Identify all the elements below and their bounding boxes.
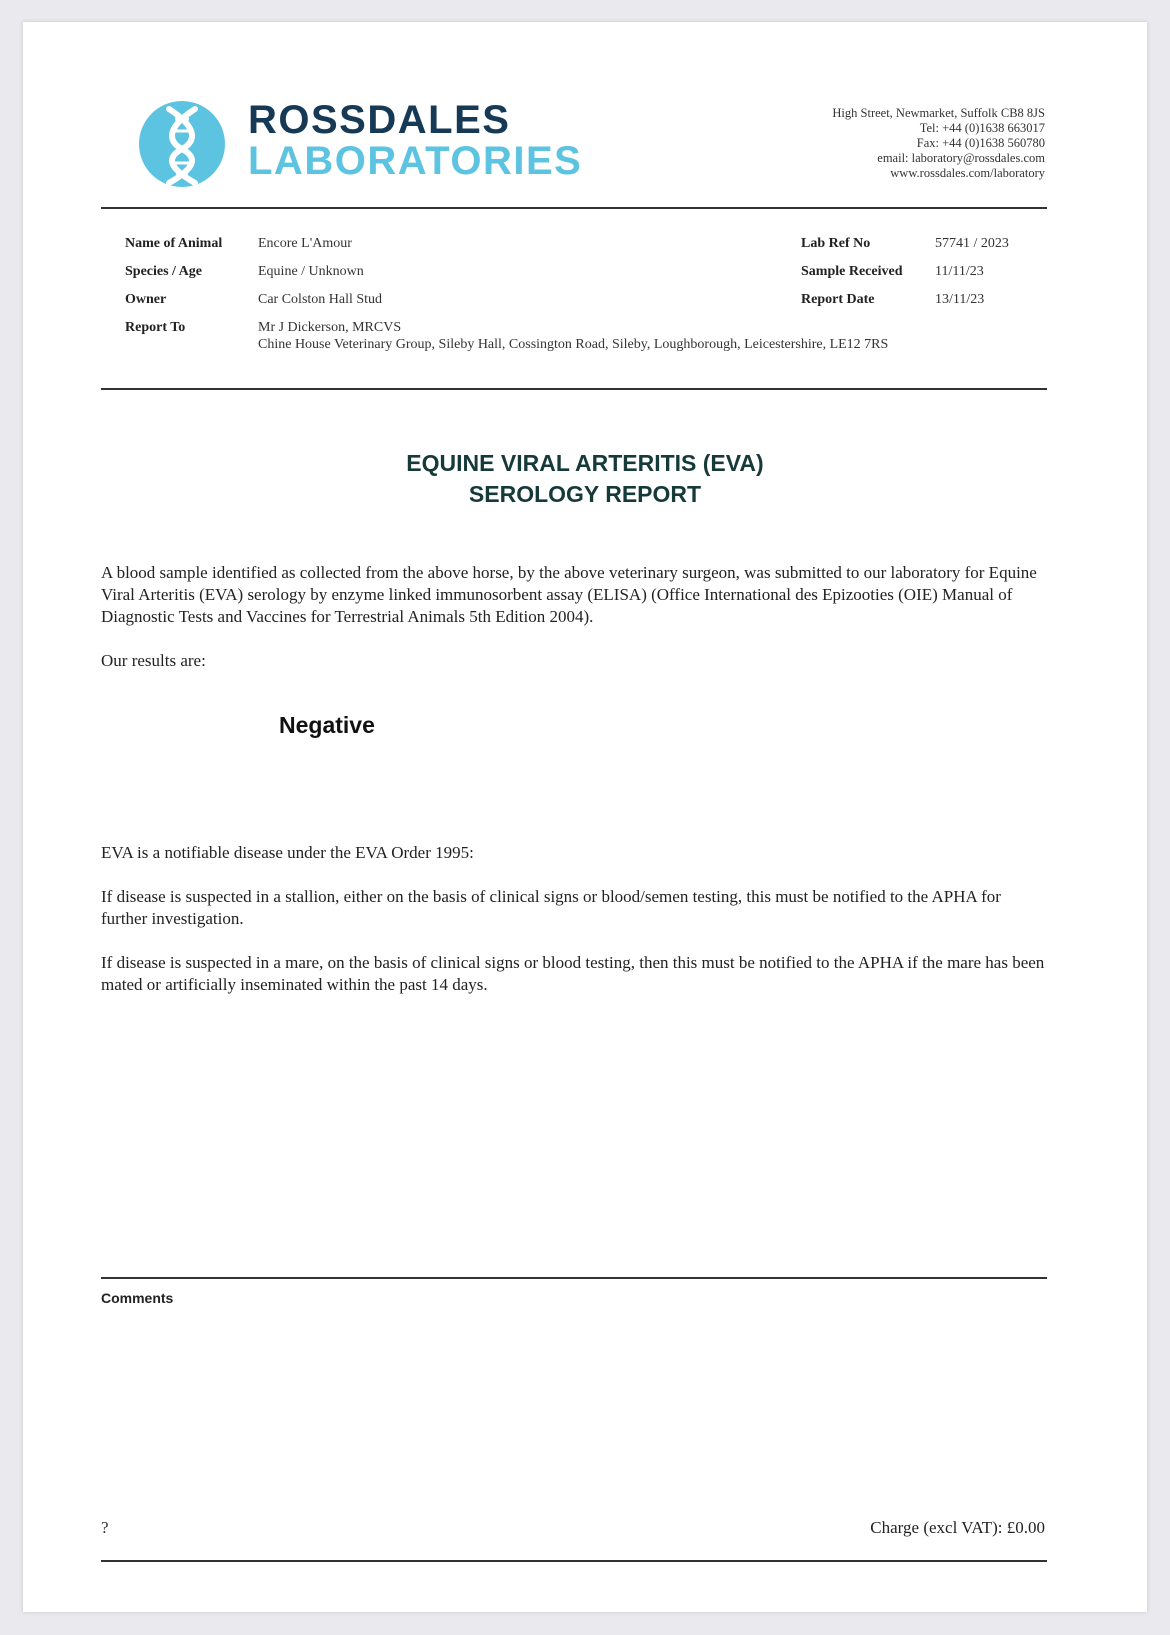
report-to-name: Mr J Dickerson, MRCVS [258,320,402,335]
species-value: Equine / Unknown [258,264,364,279]
lab-address [832,106,1045,181]
brand-name-line2: LABORATORIES [248,139,583,183]
report-date-label: Report Date [801,292,875,307]
stallion-note: If disease is suspected in a stallion, either on the basis of clinical signs or blood/semen testing, this must be notified to the APHA for further investigation. [101,887,1001,928]
dna-helix-icon [139,101,225,187]
charge-amount: Charge (excl VAT): £0.00 [870,1518,1045,1537]
report-page [23,22,1147,1612]
owner-value: Car Colston Hall Stud [258,292,383,307]
name-label: Name of Animal [125,236,223,251]
website: www.rossdales.com/laboratory [890,166,1045,180]
lab-ref-value: 57741 / 2023 [935,236,1009,251]
mare-note: If disease is suspected in a mare, on the basis of clinical signs or blood testing, then this must be notified to the APHA if the mare has been mated or artificially inseminated within the past 14 days. [101,953,1045,994]
report-title: EQUINE VIRAL ARTERITIS (EVA) [406,450,764,476]
comments-divider [101,1277,1047,1279]
address-line: High Street, Newmarket, Suffolk CB8 8JS [832,106,1045,120]
footer-mark: ? [101,1518,109,1537]
species-label: Species / Age [125,264,202,279]
report-date-value: 13/11/23 [935,292,985,307]
report-to-label: Report To [125,320,186,335]
header-divider [101,207,1047,209]
results-intro: Our results are: [101,651,206,670]
details-divider [101,388,1047,390]
sample-received-value: 11/11/23 [935,264,984,279]
brand-name-line1: ROSSDALES [248,98,511,142]
fax: Fax: +44 (0)1638 560780 [916,136,1045,150]
footer-divider [101,1560,1047,1562]
intro-paragraph: A blood sample identified as collected from the above horse, by the above veterinary surgeon, was submitted to our laboratory for Equine Viral Arteritis (EVA) serology by enzyme linked immunosorbent assay (ELISA) (Office International des Epizooties (OIE) Manual of Diagnostic Tests and Vaccines for Terrestrial Animals 5th Edition 2004). [101,563,1037,626]
email: email: laboratory@rossdales.com [877,151,1045,165]
name-value: Encore L'Amour [258,236,352,251]
report-to-address: Chine House Veterinary Group, Sileby Hall, Cossington Road, Sileby, Loughborough, Leicestershire, LE12 7RS [258,337,889,352]
notifiable-statement: EVA is a notifiable disease under the EVA Order 1995: [101,843,474,862]
owner-label: Owner [125,292,167,307]
sample-received-label: Sample Received [801,264,903,279]
test-result: Negative [279,712,375,738]
report-subtitle: SEROLOGY REPORT [468,481,702,507]
comments-label: Comments [101,1290,174,1306]
telephone: Tel: +44 (0)1638 663017 [919,121,1045,135]
lab-ref-label: Lab Ref No [801,236,871,251]
